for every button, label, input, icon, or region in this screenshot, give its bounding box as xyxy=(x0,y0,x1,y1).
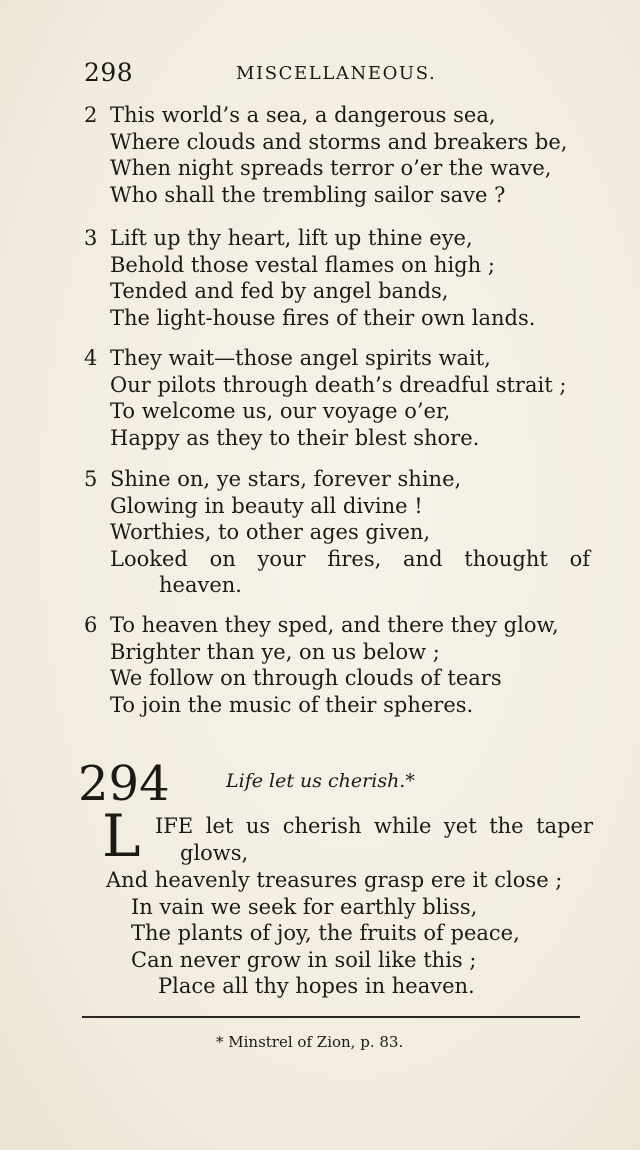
verse-line: To welcome us, our voyage o’er, xyxy=(110,399,451,423)
verse-line: Shine on, ye stars, forever shine, xyxy=(110,467,462,491)
hymn-first-line: IFE let us cherish while yet the taper xyxy=(155,814,593,838)
hymn-line-continuation: glows, xyxy=(180,841,249,865)
hymn-title: Life let us cherish.* xyxy=(226,770,415,792)
section-title: MISCELLANEOUS. xyxy=(236,63,437,84)
stanza-5 xyxy=(84,466,594,599)
running-head xyxy=(84,58,584,92)
hymn-number: 294 xyxy=(78,756,170,812)
verse-line: To heaven they sped, and there they glow, xyxy=(110,613,559,637)
verse-line: Worthies, to other ages given, xyxy=(110,520,431,544)
stanza-3 xyxy=(84,225,594,331)
stanza-number: 3 xyxy=(84,226,98,250)
hymn-line: In vain we seek for earthly bliss, xyxy=(131,895,478,919)
verse-line: Happy as they to their blest shore. xyxy=(110,425,480,450)
hymn-line: Place all thy hopes in heaven. xyxy=(158,974,475,998)
stanza-number: 6 xyxy=(84,613,98,637)
hymn-line: Can never grow in soil like this ; xyxy=(131,948,477,972)
stanza-4 xyxy=(84,345,594,451)
verse-line: The light-house fires of their own lands. xyxy=(110,305,536,330)
verse-line: This world’s a sea, a dangerous sea, xyxy=(110,103,496,127)
verse-line: They wait—those angel spirits wait, xyxy=(110,346,491,370)
verse-line: Who shall the trembling sailor save ? xyxy=(110,182,506,207)
verse-line-continuation: heaven. xyxy=(159,573,242,597)
page-number: 298 xyxy=(84,58,134,87)
verse-line: Glowing in beauty all divine ! xyxy=(110,493,423,518)
footnote: * Minstrel of Zion, p. 83. xyxy=(216,1033,404,1051)
stanza-2 xyxy=(84,102,594,208)
verse-line: Lift up thy heart, lift up thine eye, xyxy=(110,226,473,250)
footnote-rule xyxy=(82,1016,580,1018)
verse-line: Behold those vestal flames on high ; xyxy=(110,252,495,277)
verse-line: Our pilots through death’s dreadful strait ; xyxy=(110,372,567,397)
verse-line: Tended and fed by angel bands, xyxy=(110,279,449,303)
hymn-line: And heavenly treasures grasp ere it close ; xyxy=(106,868,563,892)
stanza-number: 4 xyxy=(84,346,98,370)
stanza-number: 5 xyxy=(84,467,98,491)
stanza-6 xyxy=(84,612,594,718)
verse-line: To join the music of their spheres. xyxy=(110,692,474,717)
hymn-line: The plants of joy, the fruits of peace, xyxy=(131,921,520,945)
drop-cap: L xyxy=(102,802,141,870)
verse-line: Where clouds and storms and breakers be, xyxy=(110,129,568,154)
stanza-number: 2 xyxy=(84,103,98,127)
verse-line: Brighter than ye, on us below ; xyxy=(110,639,440,664)
verse-line: We follow on through clouds of tears xyxy=(110,666,502,690)
verse-line: Looked on your fires, and thought of xyxy=(110,546,590,571)
verse-line: When night spreads terror o’er the wave, xyxy=(110,156,552,180)
